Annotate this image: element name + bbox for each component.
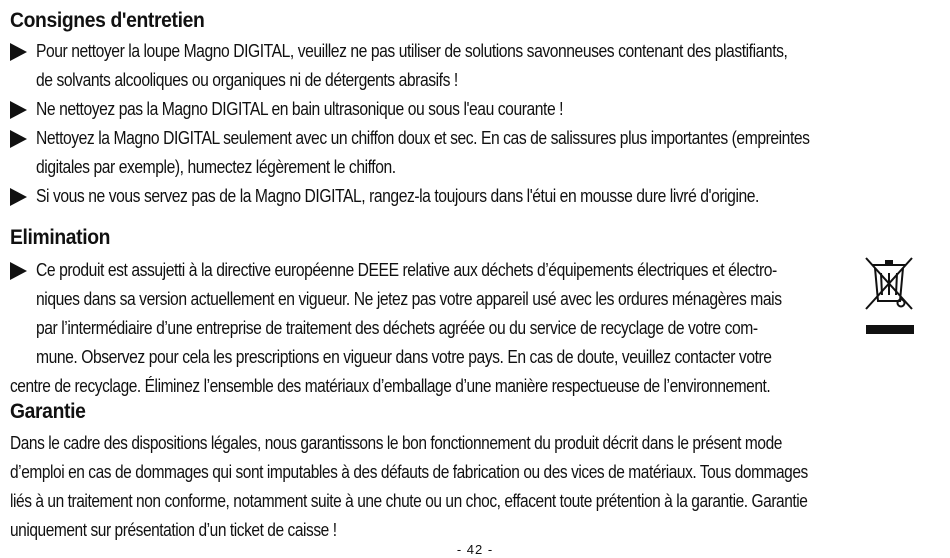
bullet-line: Si vous ne vous servez pas de la Magno DIGITAL, rangez-la toujours dans l'étui en mousse dure livré d'origine. <box>36 186 759 206</box>
bullet-line: Pour nettoyer la loupe Magno DIGITAL, veuillez ne pas utiliser de solutions savonneuses contenant des plastifiants, <box>36 41 788 61</box>
bullet-line: digitales par exemple), humectez légèrement le chiffon. <box>36 157 396 177</box>
elimination-text <box>10 256 880 401</box>
crossed-out-wheeled-bin-icon <box>862 253 918 341</box>
garantie-text <box>10 429 940 545</box>
bullet-line: Ce produit est assujetti à la directive européenne DEEE relative aux déchets d’équipements électriques et électro- <box>36 260 777 280</box>
bullet-triangle-icon <box>10 101 27 119</box>
list-item <box>10 182 940 211</box>
text-line: uniquement sur présentation d’un ticket de caisse ! <box>10 520 337 540</box>
bullet-line: Ne nettoyez pas la Magno DIGITAL en bain ultrasonique ou sous l'eau courante ! <box>36 99 564 119</box>
bullet-triangle-icon <box>10 130 27 148</box>
list-item <box>10 37 940 95</box>
bullet-triangle-icon <box>10 262 27 280</box>
bullet-line: Nettoyez la Magno DIGITAL seulement avec un chiffon doux et sec. En cas de salissures plus importantes (empreintes <box>36 128 810 148</box>
text-line: liés à un traitement non conforme, notamment suite à une chute ou un choc, effacent toute prétention à la garantie. Garantie <box>10 491 808 511</box>
page-number: - 42 - <box>456 542 494 557</box>
bullet-line: mune. Observez pour cela les prescriptions en vigueur dans votre pays. En cas de doute, veuillez contacter votre <box>36 347 772 367</box>
section-title-entretien: Consignes d'entretien <box>10 9 205 32</box>
section-title-garantie: Garantie <box>10 400 86 423</box>
bullet-triangle-icon <box>10 43 27 61</box>
list-item <box>10 95 940 124</box>
list-item <box>10 256 880 372</box>
bullet-line: de solvants alcooliques ou organiques ni de détergents abrasifs ! <box>36 70 458 90</box>
bullet-triangle-icon <box>10 188 27 206</box>
text-line: centre de recyclage. Éliminez l’ensemble des matériaux d’emballage d’une manière respectueuse de l’environnement. <box>10 376 771 396</box>
section-title-elimination: Elimination <box>10 226 111 249</box>
text-line: Dans le cadre des dispositions légales, nous garantissons le bon fonctionnement du produit décrit dans le présent mode <box>10 433 782 453</box>
text-line: d’emploi en cas de dommages qui sont imputables à des défauts de fabrication ou des vices de matériaux. Tous dommages <box>10 462 808 482</box>
bullet-line: niques dans sa version actuellement en vigueur. Ne jetez pas votre appareil usé avec les ordures ménagères mais <box>36 289 782 309</box>
list-item <box>10 124 940 182</box>
bullet-line: par l’intermédiaire d’une entreprise de traitement des déchets agréée ou du service de recyclage de votre com- <box>36 318 758 338</box>
elimination-last-line <box>10 372 880 401</box>
entretien-list <box>10 37 940 211</box>
